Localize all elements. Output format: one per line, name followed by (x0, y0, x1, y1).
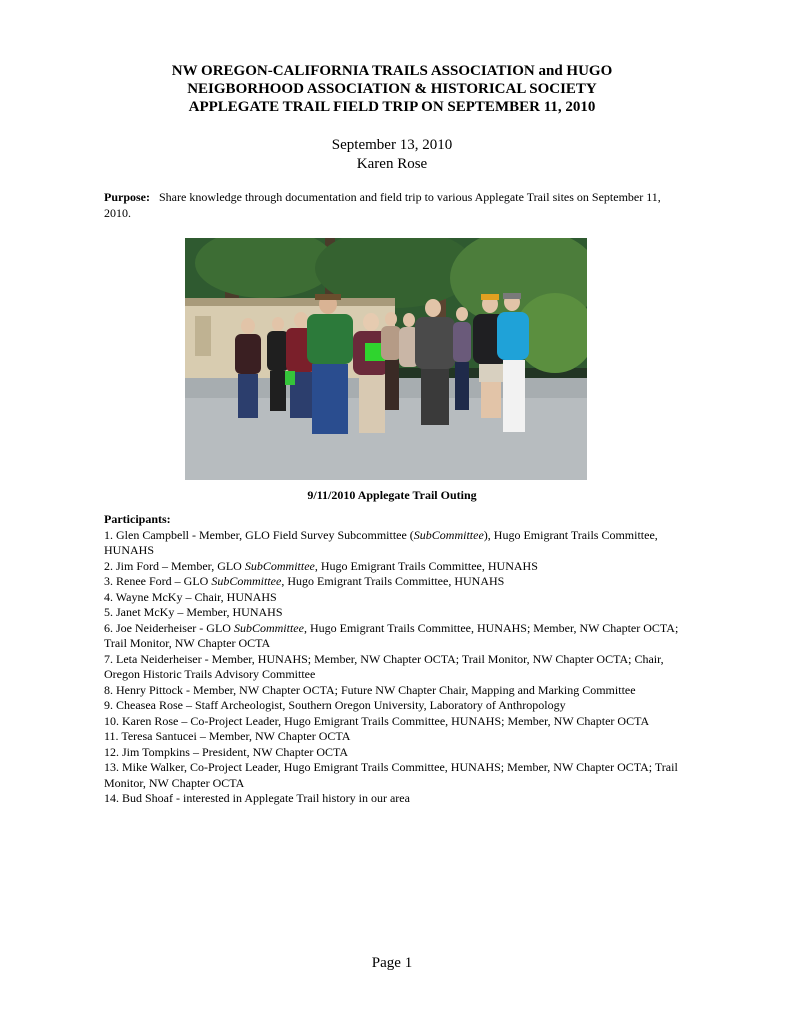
title-line-3: APPLEGATE TRAIL FIELD TRIP ON SEPTEMBER 11, 2010 (188, 99, 596, 115)
document-date: September 13, 2010 (331, 137, 453, 153)
purpose-paragraph (104, 189, 684, 221)
participant-role: , Co-Project Leader, Hugo Emigrant Trails Committee, HUNAHS; Member, NW Chapter OCTA; Trail Monitor, NW Chapter OCTA (104, 760, 678, 790)
participant-subcommittee: SubCommittee (244, 558, 315, 573)
participant-number: 5. (104, 605, 113, 619)
group-photo-image (185, 238, 587, 480)
participant-role-cont: , Hugo Emigrant Trails Committee, HUNAHS; Member, NW Chapter OCTA; Trail Monitor, NW Chapter OCTA (104, 620, 679, 650)
photo-caption: 9/11/2010 Applegate Trail Outing (307, 488, 477, 502)
participant-item (104, 652, 694, 683)
participant-number: 4. (104, 589, 113, 604)
participants-heading: Participants: (104, 512, 171, 526)
participant-role: – Co-Project Leader, Hugo Emigrant Trails Committee, HUNAHS; Member, NW Chapter OCTA (178, 713, 650, 728)
participant-number: 1. (104, 527, 113, 542)
participant-number: 8. (104, 682, 113, 697)
participants-list (104, 528, 694, 807)
participant-number: 9. (104, 698, 113, 712)
participant-number: 13. (104, 760, 119, 774)
participant-role: – Chair, HUNAHS (182, 589, 277, 604)
participant-subcommittee: SubCommittee (413, 527, 484, 542)
participants-section (104, 512, 694, 807)
participant-role: - Member, GLO Field Survey Subcommittee ( (188, 527, 414, 542)
participant-item (104, 791, 694, 807)
participant-item (104, 528, 694, 559)
participant-role-cont: , Hugo Emigrant Trails Committee, HUNAHS (314, 558, 538, 573)
participant-name: Bud Shoaf (122, 791, 173, 805)
participant-name: Janet McKy (116, 605, 175, 619)
participant-number: 3. (104, 574, 113, 588)
page-number: Page 1 (371, 955, 413, 971)
title-line-2: NEIGBORHOOD ASSOCIATION & HISTORICAL SOCIETY (187, 81, 597, 97)
participant-item (104, 621, 694, 652)
participant-role: - GLO (196, 620, 234, 635)
purpose-text: Share knowledge through documentation and field trip to various Applegate Trail sites on September 11, 2010. (104, 190, 661, 220)
participant-name: Jim Ford (116, 558, 160, 573)
participant-item (104, 574, 694, 590)
date-author-block (0, 136, 784, 174)
participant-item (104, 605, 694, 621)
document-title (0, 62, 784, 116)
participant-role: – Member, HUNAHS (174, 605, 283, 619)
participant-item (104, 559, 694, 575)
participant-number: 12. (104, 744, 119, 759)
participant-role: – Member, GLO (159, 558, 245, 573)
participant-item (104, 745, 694, 761)
participant-subcommittee: SubCommittee (233, 620, 304, 635)
participant-role: – President, NW Chapter OCTA (189, 744, 349, 759)
participant-subcommittee: SubCommittee (211, 574, 282, 588)
participant-name: Glen Campbell (116, 527, 189, 542)
participant-number: 10. (104, 713, 119, 728)
participant-number: 7. (104, 651, 113, 666)
participant-item (104, 698, 694, 714)
participant-item (104, 714, 694, 730)
participant-role-cont: , Hugo Emigrant Trails Committee, HUNAHS (281, 574, 505, 588)
group-photo (185, 238, 587, 480)
participant-name: Jim Tompkins (122, 744, 190, 759)
participant-number: 14. (104, 791, 119, 805)
participant-number: 2. (104, 558, 113, 573)
participant-role: – GLO (171, 574, 212, 588)
participant-name: Leta Neiderheiser (116, 651, 202, 666)
participant-role: - interested in Applegate Trail history in our area (173, 791, 410, 805)
participant-item (104, 590, 694, 606)
title-line-1: NW OREGON-CALIFORNIA TRAILS ASSOCIATION and HUGO (171, 63, 613, 79)
participant-name: Mike Walker (122, 760, 184, 774)
participant-role: - Member, NW Chapter OCTA; Future NW Chapter Chair, Mapping and Marking Committee (183, 682, 636, 697)
participant-name: Wayne McKy (115, 589, 183, 604)
participant-item (104, 760, 694, 791)
participant-role: – Staff Archeologist, Southern Oregon University, Laboratory of Anthropology (182, 698, 566, 712)
participant-name: Joe Neiderheiser (116, 620, 197, 635)
participant-role-cont: ), Hugo Emigrant Trails Committee, HUNAHS (104, 527, 658, 557)
participant-item (104, 683, 694, 699)
participant-item (104, 729, 694, 745)
participant-number: 6. (104, 620, 113, 635)
participant-name: Teresa Santucei (121, 729, 197, 743)
participant-name: Cheasea Rose (116, 698, 183, 712)
document-author: Karen Rose (356, 156, 428, 172)
participant-role: - Member, HUNAHS; Member, NW Chapter OCTA; Trail Monitor, NW Chapter OCTA; Chair, Oregon Historic Trails Advisory Committee (104, 651, 664, 681)
participant-name: Henry Pittock (116, 682, 183, 697)
participant-name: Karen Rose (122, 713, 179, 728)
participant-role: – Member, NW Chapter OCTA (196, 729, 351, 743)
participant-number: 11. (104, 729, 119, 743)
participant-name: Renee Ford (116, 574, 172, 588)
purpose-label: Purpose: (104, 190, 150, 204)
